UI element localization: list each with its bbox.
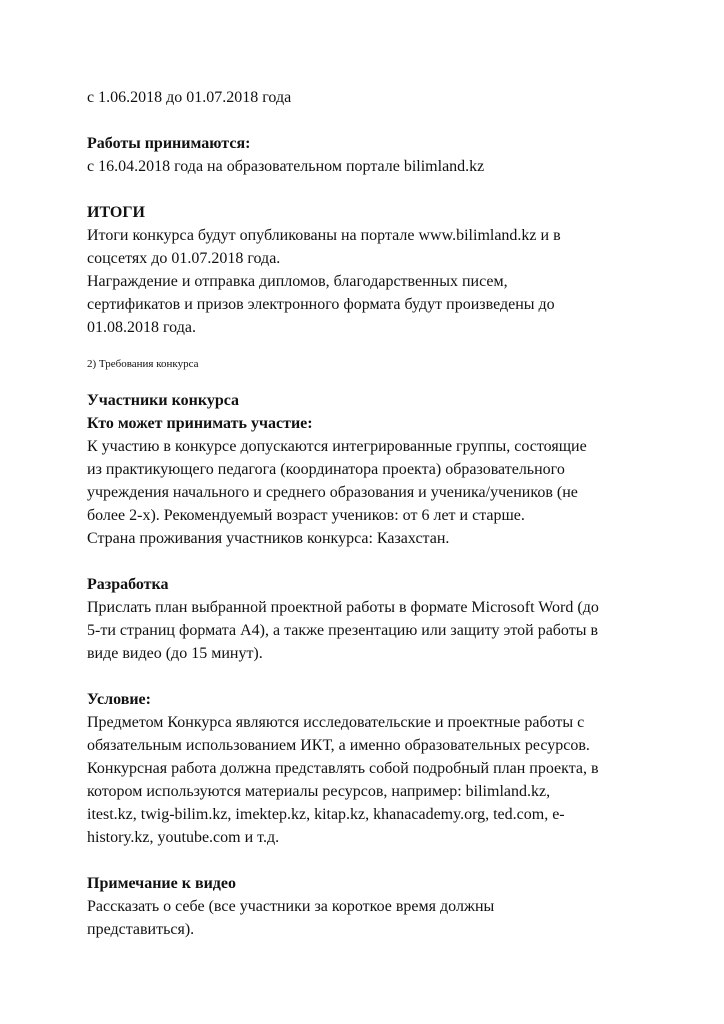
results-line: сертификатов и призов электронного формата будут произведены до xyxy=(87,296,555,313)
spacer xyxy=(87,849,647,872)
development-heading: Разработка xyxy=(87,576,169,593)
spacer xyxy=(87,339,647,357)
participants-line: Страна проживания участников конкурса: Казахстан. xyxy=(87,530,450,547)
video-note-heading: Примечание к видео xyxy=(87,875,236,892)
submission-heading: Работы принимаются: xyxy=(87,135,251,152)
spacer xyxy=(87,550,647,573)
spacer xyxy=(87,178,647,201)
participants-line: из практикующего педагога (координатора проекта) образовательного xyxy=(87,461,565,478)
participants-subheading: Кто может принимать участие: xyxy=(87,415,313,432)
participants-line: учреждения начального и среднего образования и ученика/учеников (не xyxy=(87,484,578,501)
video-note-line: Рассказать о себе (все участники за короткое время должны xyxy=(87,898,495,915)
condition-line: itest.kz, twig-bilim.kz, imektep.kz, kitap.kz, khanacademy.org, ted.com, e- xyxy=(87,806,565,823)
spacer xyxy=(87,665,647,688)
submission-text: с 16.04.2018 года на образовательном портале bilimland.kz xyxy=(87,158,485,175)
results-heading: ИТОГИ xyxy=(87,204,145,221)
spacer xyxy=(87,371,647,389)
condition-heading: Условие: xyxy=(87,691,151,708)
participants-heading: Участники конкурса xyxy=(87,392,240,409)
development-line: виде видео (до 15 минут). xyxy=(87,645,263,662)
video-note-line: представиться). xyxy=(87,921,195,938)
spacer xyxy=(87,109,647,132)
participants-line: К участию в конкурсе допускаются интегрированные группы, состоящие xyxy=(87,438,587,455)
condition-line: котором используются материалы ресурсов, например: bilimland.kz, xyxy=(87,783,551,800)
results-line: Итоги конкурса будут опубликованы на портале www.bilimland.kz и в xyxy=(87,227,561,244)
development-line: Прислать план выбранной проектной работы в формате Microsoft Word (до xyxy=(87,599,599,616)
results-line: Награждение и отправка дипломов, благодарственных писем, xyxy=(87,273,508,290)
development-line: 5-ти страниц формата А4), а также презентацию или защиту этой работы в xyxy=(87,622,599,639)
section-label: 2) Требования конкурса xyxy=(87,358,199,370)
competition-period: с 1.06.2018 до 01.07.2018 года xyxy=(87,89,292,106)
document-body xyxy=(87,86,647,941)
condition-line: history.kz, youtube.com и т.д. xyxy=(87,829,280,846)
participants-line: более 2-х). Рекомендуемый возраст учеников: от 6 лет и старше. xyxy=(87,507,525,524)
condition-line: обязательным использованием ИКТ, а именно образовательных ресурсов. xyxy=(87,737,590,754)
results-line: соцсетях до 01.07.2018 года. xyxy=(87,250,281,267)
condition-line: Конкурсная работа должна представлять собой подробный план проекта, в xyxy=(87,760,599,777)
condition-line: Предметом Конкурса являются исследовательские и проектные работы с xyxy=(87,714,585,731)
results-line: 01.08.2018 года. xyxy=(87,319,196,336)
